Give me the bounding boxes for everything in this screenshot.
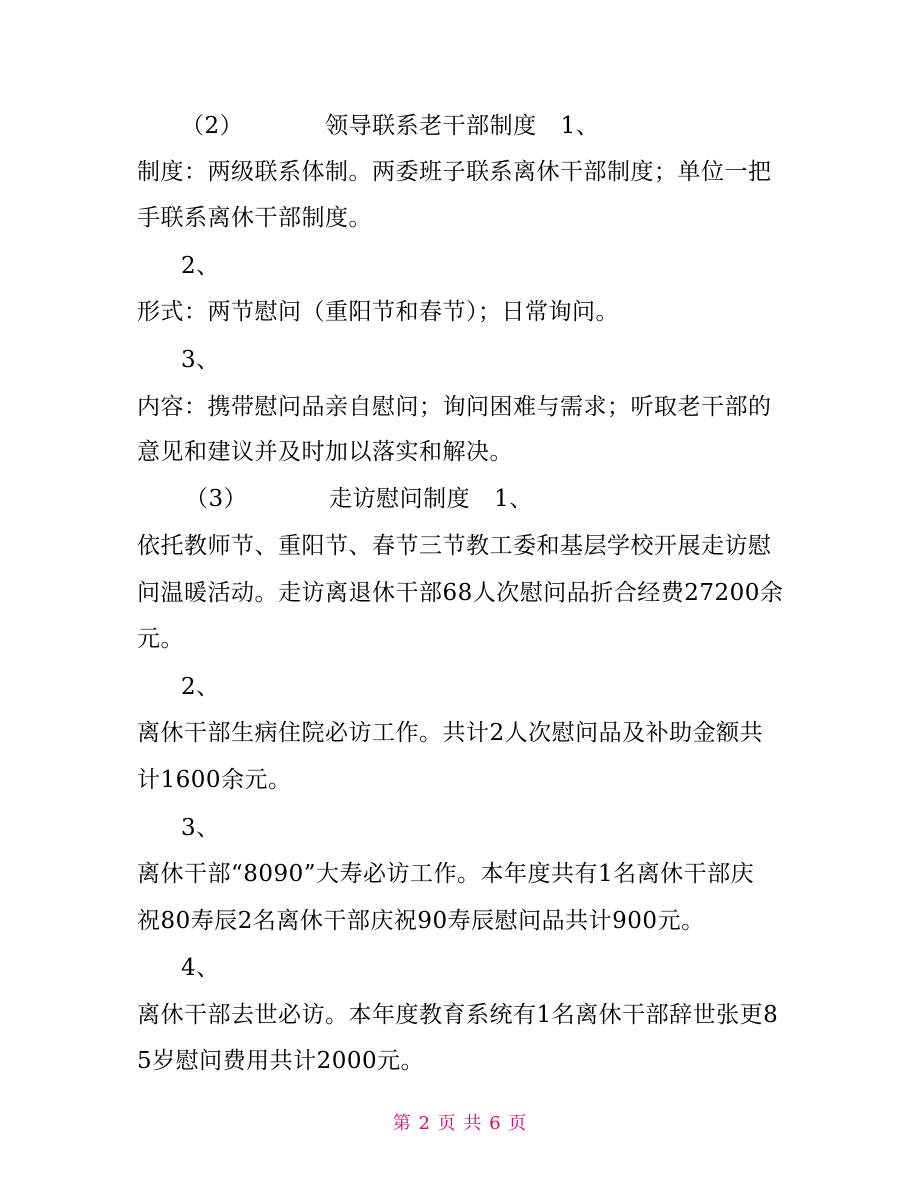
section2-item1-line1: 制度：两级联系体制。两委班子联系离休干部制度；单位一把 xyxy=(137,159,772,185)
section3-item2-line1: 离休干部生病住院必访工作。共计2人次慰问品及补助金额共 xyxy=(137,720,764,746)
section2-item3-line1: 内容：携带慰问品亲自慰问；询问困难与需求；听取老干部的 xyxy=(137,394,772,420)
section3-item1-line3: 元。 xyxy=(137,626,184,652)
section2-title: 领导联系老干部制度 xyxy=(325,113,537,139)
section2-item3-number: 3、 xyxy=(181,347,220,373)
section2-item3-line2: 意见和建议并及时加以落实和解决。 xyxy=(137,439,513,465)
section3-item4-number: 4、 xyxy=(181,955,220,981)
section2-heading xyxy=(181,111,599,141)
page-footer: 第 2 页 共 6 页 xyxy=(392,1113,528,1134)
section3-title: 走访慰问制度 xyxy=(329,486,471,512)
section3-item3-line1: 离休干部“8090”大寿必访工作。本年度共有1名离休干部庆 xyxy=(137,861,755,887)
section3-item4-line2: 5岁慰问费用共计2000元。 xyxy=(137,1048,425,1074)
section3-number: （3） xyxy=(185,486,248,512)
section3-item2-line2: 计1600余元。 xyxy=(137,767,292,793)
section3-item4-line1: 离休干部去世必访。本年度教育系统有1名离休干部辞世张更8 xyxy=(137,1002,779,1028)
section2-item2-line1: 形式：两节慰问（重阳节和春节）；日常询问。 xyxy=(137,299,619,325)
section3-item3-line2: 祝80寿辰2名离休干部庆祝90寿辰慰问品共计900元。 xyxy=(137,908,705,934)
section2-item1-number: 1、 xyxy=(560,113,600,139)
section2-number: （2） xyxy=(181,113,244,139)
section3-item1-number: 1、 xyxy=(494,486,533,512)
section2-item2-number: 2、 xyxy=(181,253,220,279)
section3-item2-number: 2、 xyxy=(181,674,220,700)
section3-item1-line2: 问温暖活动。走访离退休干部68人次慰问品折合经费27200余 xyxy=(137,580,784,606)
section3-heading xyxy=(185,484,533,514)
section2-item1-line2: 手联系离休干部制度。 xyxy=(137,205,372,231)
section3-item3-number: 3、 xyxy=(181,815,220,841)
section3-item1-line1: 依托教师节、重阳节、春节三节教工委和基层学校开展走访慰 xyxy=(137,533,772,559)
